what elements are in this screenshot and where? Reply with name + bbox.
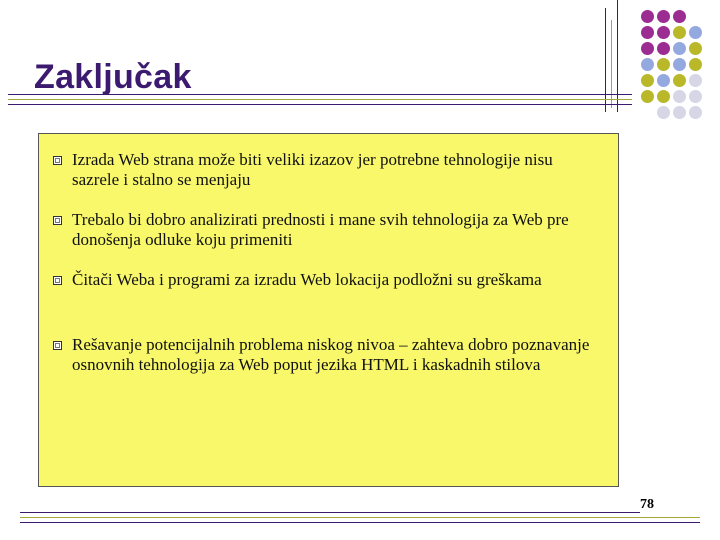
title-underline-3 xyxy=(8,104,632,105)
title-underline-2 xyxy=(8,99,632,100)
bullet-icon xyxy=(53,341,62,350)
decor-dot xyxy=(689,26,702,39)
decor-dot xyxy=(689,90,702,103)
bullet-text-2: Trebalo bi dobro analizirati prednosti i mane svih tehnologija za Web pre donošenja odluke koju primeniti xyxy=(72,210,569,249)
decor-dot xyxy=(689,74,702,87)
decor-vline-3 xyxy=(617,0,618,112)
decor-dot xyxy=(657,106,670,119)
decor-dot xyxy=(641,58,654,71)
decor-dot xyxy=(641,10,654,23)
decor-dot xyxy=(673,10,686,23)
decor-dot xyxy=(673,58,686,71)
footer-line-2 xyxy=(20,517,700,518)
content-box xyxy=(38,133,619,487)
decor-dot xyxy=(673,26,686,39)
bullet-icon xyxy=(53,156,62,165)
bullet-text-4: Rešavanje potencijalnih problema niskog nivoa – zahteva dobro poznavanje osnovnih tehnologija za Web poput jezika HTML i kaskadnih stilova xyxy=(72,335,590,374)
decor-dot xyxy=(673,74,686,87)
bullet-icon xyxy=(53,216,62,225)
decor-dot xyxy=(657,74,670,87)
decor-dot xyxy=(673,42,686,55)
decor-dot xyxy=(689,42,702,55)
decor-dot xyxy=(689,58,702,71)
decor-dot xyxy=(641,42,654,55)
footer-line-1 xyxy=(20,512,640,513)
decor-dot xyxy=(673,106,686,119)
decor-dot xyxy=(657,26,670,39)
decor-dot xyxy=(689,106,702,119)
bullet-icon xyxy=(53,276,62,285)
bullet-text-3: Čitači Weba i programi za izradu Web lokacija podložni su greškama xyxy=(72,270,542,289)
footer-line-3 xyxy=(20,522,700,523)
decor-dot xyxy=(673,90,686,103)
decor-dot xyxy=(657,42,670,55)
page-number: 78 xyxy=(640,497,654,512)
title-underline-1 xyxy=(8,94,632,95)
bullet-text-1: Izrada Web strana može biti veliki izazov jer potrebne tehnologije nisu sazrele i stalno se menjaju xyxy=(72,150,553,189)
decor-dot xyxy=(641,26,654,39)
decor-dot xyxy=(641,74,654,87)
decor-vline-1 xyxy=(605,8,606,112)
decor-dot xyxy=(641,90,654,103)
decor-dot xyxy=(657,90,670,103)
decor-dot xyxy=(657,58,670,71)
slide-title: Zaključak xyxy=(34,58,192,96)
decor-dot xyxy=(657,10,670,23)
